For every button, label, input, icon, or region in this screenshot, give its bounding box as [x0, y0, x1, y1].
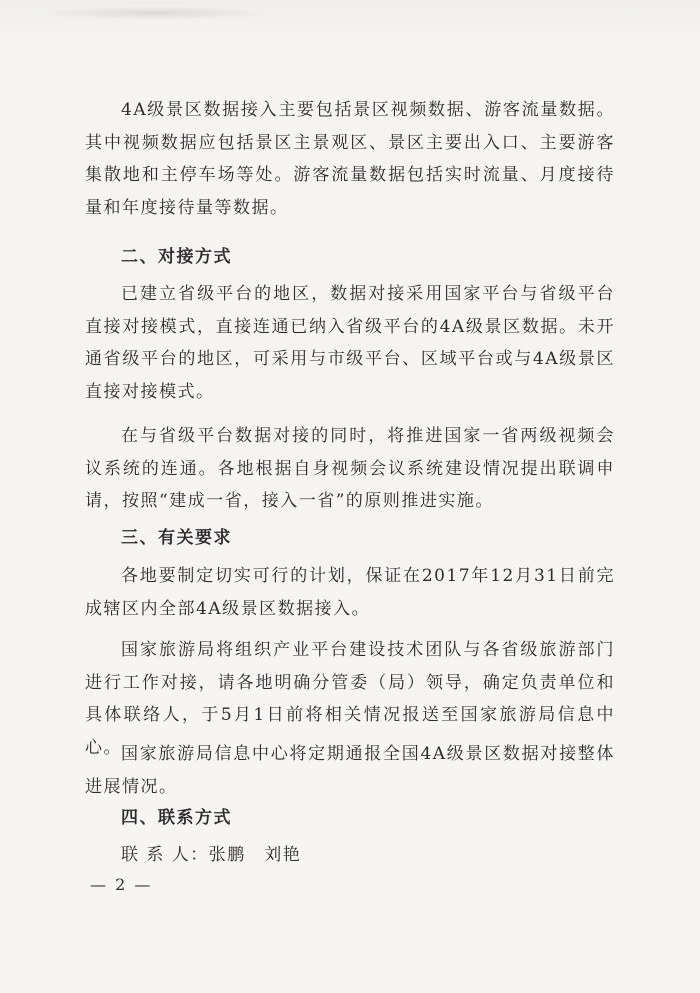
paragraph-coordination: 国家旅游局将组织产业平台建设技术团队与各省级旅游部门进行工作对接，请各地明确分管委（局）领导，确定负责单位和具体联络人，于5月1日前将相关情况报送至国家旅游局信息中心。 — [85, 640, 615, 758]
section-heading-docking-method: 二、对接方式 — [121, 247, 232, 267]
section-heading-contact: 四、联系方式 — [121, 808, 232, 828]
scan-artifact — [40, 6, 270, 20]
paragraph-docking-mode: 已建立省级平台的地区，数据对接采用国家平台与省级平台直接对接模式，直接连通已纳入省级平台的4A级景区数据。未开通省级平台的地区，可采用与市级平台、区域平台或与4A级景区直接对接模式。 — [85, 284, 615, 402]
paragraph-progress-report: 国家旅游局信息中心将定期通报全国4A级景区数据对接整体进展情况。 — [85, 744, 615, 797]
contact-person-line: 联 系 人：张鹏 刘艳 — [121, 845, 302, 865]
page-number: — 2 — — [90, 875, 153, 894]
paragraph-deadline: 各地要制定切实可行的计划，保证在2017年12月31日前完成辖区内全部4A级景区数据接入。 — [85, 566, 615, 619]
section-heading-requirements: 三、有关要求 — [121, 528, 232, 548]
paragraph-video-conference: 在与省级平台数据对接的同时，将推进国家一省两级视频会议系统的连通。各地根据自身视频会议系统建设情况提出联调申请，按照“建成一省，接入一省”的原则推进实施。 — [85, 426, 615, 511]
paragraph-4a-data-scope: 4A级景区数据接入主要包括景区视频数据、游客流量数据。其中视频数据应包括景区主景观区、景区主要出入口、主要游客集散地和主停车场等处。游客流量数据包括实时流量、月度接待量和年度接待量等数据。 — [85, 100, 615, 218]
